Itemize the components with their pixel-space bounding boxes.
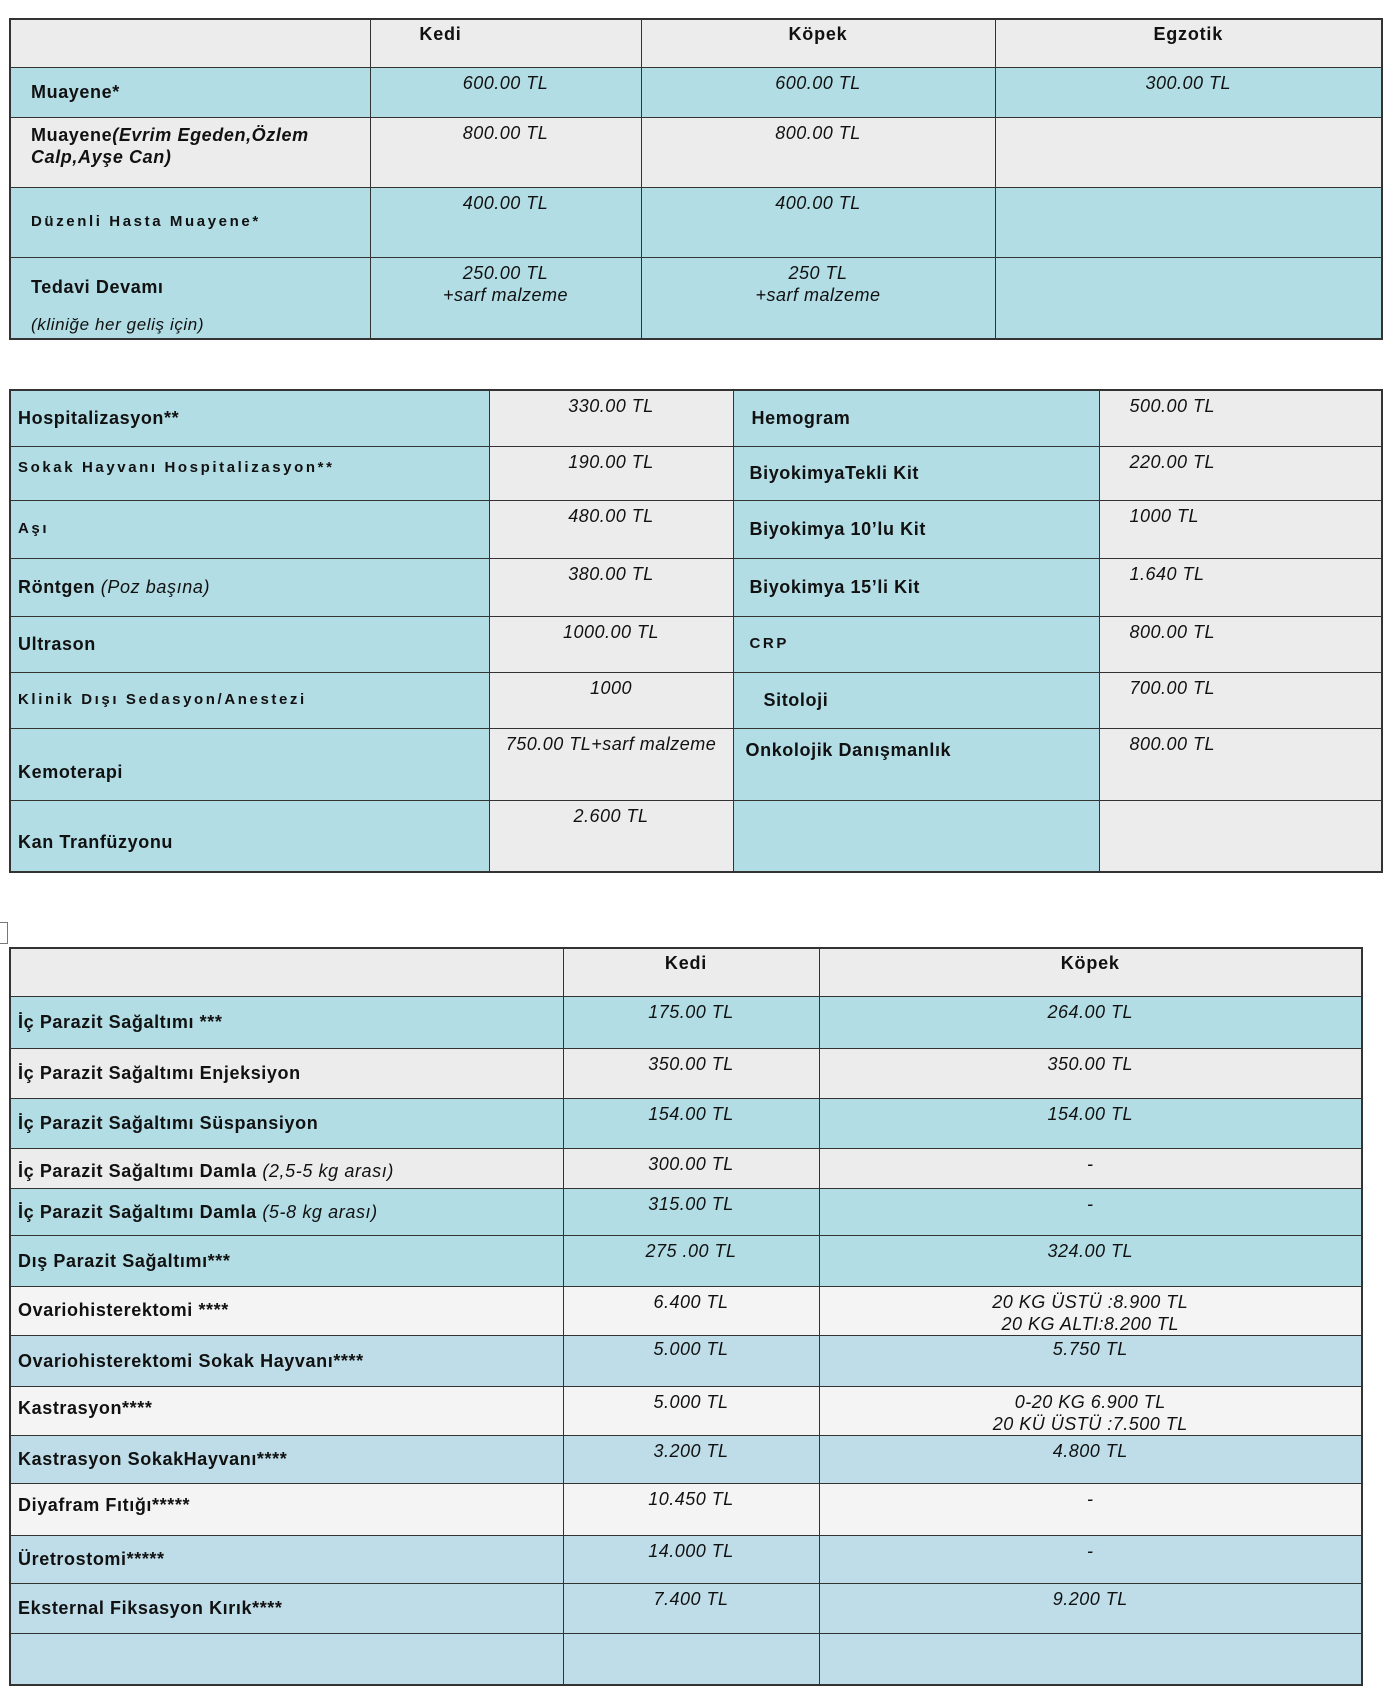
service-label: Klinik Dışı Sedasyon/Anestezi (10, 672, 489, 728)
price-egzotik (995, 257, 1382, 339)
service-price: 380.00 TL (489, 558, 733, 616)
price-kopek: - (819, 1188, 1362, 1235)
table-row (10, 1048, 1362, 1098)
table-header-row (10, 19, 1382, 67)
price-kopek: 154.00 TL (819, 1098, 1362, 1148)
price-kopek: 5.750 TL (819, 1335, 1362, 1386)
table-row (10, 1483, 1362, 1535)
price-kedi: 5.000 TL (563, 1386, 819, 1435)
table-row (10, 1335, 1362, 1386)
treatment-label: Üretrostomi***** (10, 1535, 563, 1583)
service-price: 800.00 TL (1099, 728, 1382, 800)
header-egzotik: Egzotik (995, 19, 1382, 67)
price-kopek: 264.00 TL (819, 996, 1362, 1048)
price-kedi: 400.00 TL (370, 187, 641, 257)
treatment-label: İç Parazit Sağaltımı Damla (2,5-5 kg arası) (10, 1148, 563, 1188)
service-label: Hospitalizasyon** (10, 390, 489, 446)
treatment-price-table (9, 947, 1363, 1686)
price-kedi: 315.00 TL (563, 1188, 819, 1235)
header-kedi: Kedi (563, 948, 819, 996)
price-egzotik: 300.00 TL (995, 67, 1382, 117)
table-row (10, 1098, 1362, 1148)
treatment-label: İç Parazit Sağaltımı *** (10, 996, 563, 1048)
header-kopek: Köpek (819, 948, 1362, 996)
price-kopek: 324.00 TL (819, 1235, 1362, 1286)
table-row (10, 558, 1382, 616)
service-label: Sokak Hayvanı Hospitalizasyon** (10, 446, 489, 500)
table-row (10, 728, 1382, 800)
table-row (10, 1386, 1362, 1435)
table-row (10, 257, 1382, 339)
treatment-label: Ovariohisterektomi **** (10, 1286, 563, 1335)
service-price: 330.00 TL (489, 390, 733, 446)
table-row (10, 1235, 1362, 1286)
examination-price-table (9, 18, 1383, 340)
price-kedi: 154.00 TL (563, 1098, 819, 1148)
treatment-label: İç Parazit Sağaltımı Süspansiyon (10, 1098, 563, 1148)
service-label: Ultrason (10, 616, 489, 672)
price-kopek (819, 1633, 1362, 1685)
service-label: Aşı (10, 500, 489, 558)
row-note: (kliniğe her geliş için) (31, 314, 205, 334)
table-row (10, 1286, 1362, 1335)
table-move-handle[interactable] (0, 922, 8, 944)
row-label: Muayene(Evrim Egeden,Özlem Calp,Ayşe Can) (10, 117, 370, 187)
service-label: Kan Tranfüzyonu (10, 800, 489, 872)
service-price: 220.00 TL (1099, 446, 1382, 500)
service-price: 750.00 TL+sarf malzeme (489, 728, 733, 800)
price-kedi: 250.00 TL +sarf malzeme (370, 257, 641, 339)
price-kedi: 7.400 TL (563, 1583, 819, 1633)
price-kopek: 20 KG ÜSTÜ :8.900 TL 20 KG ALTI:8.200 TL (819, 1286, 1362, 1335)
table-row (10, 1535, 1362, 1583)
service-label: Sitoloji (733, 672, 1099, 728)
table-row (10, 1583, 1362, 1633)
treatment-label: İç Parazit Sağaltımı Damla (5-8 kg arası) (10, 1188, 563, 1235)
table-row (10, 500, 1382, 558)
service-label: Hemogram (733, 390, 1099, 446)
service-price (1099, 800, 1382, 872)
service-price: 1000 TL (1099, 500, 1382, 558)
price-kopek: - (819, 1535, 1362, 1583)
table-row (10, 672, 1382, 728)
treatment-label: Kastrasyon**** (10, 1386, 563, 1435)
table-row (10, 67, 1382, 117)
header-cell-empty (10, 948, 563, 996)
price-kedi: 14.000 TL (563, 1535, 819, 1583)
row-label: Tedavi Devamı (kliniğe her geliş için) (10, 257, 370, 339)
price-kopek: 600.00 TL (641, 67, 995, 117)
price-kopek: 4.800 TL (819, 1435, 1362, 1483)
price-kedi: 3.200 TL (563, 1435, 819, 1483)
price-kopek: 250 TL +sarf malzeme (641, 257, 995, 339)
service-price: 480.00 TL (489, 500, 733, 558)
treatment-label: Eksternal Fiksasyon Kırık**** (10, 1583, 563, 1633)
service-price: 500.00 TL (1099, 390, 1382, 446)
service-price: 1.640 TL (1099, 558, 1382, 616)
table-row (10, 1148, 1362, 1188)
service-label: BiyokimyaTekli Kit (733, 446, 1099, 500)
price-kedi: 350.00 TL (563, 1048, 819, 1098)
table-row (10, 187, 1382, 257)
treatment-label (10, 1633, 563, 1685)
service-price: 700.00 TL (1099, 672, 1382, 728)
price-kopek: 9.200 TL (819, 1583, 1362, 1633)
service-label: Biyokimya 15’li Kit (733, 558, 1099, 616)
price-kedi: 5.000 TL (563, 1335, 819, 1386)
service-label: Biyokimya 10’lu Kit (733, 500, 1099, 558)
service-label: CRP (733, 616, 1099, 672)
service-price: 1000 (489, 672, 733, 728)
table-row (10, 390, 1382, 446)
price-kedi: 300.00 TL (563, 1148, 819, 1188)
table-row (10, 616, 1382, 672)
table-header-row (10, 948, 1362, 996)
price-kedi: 800.00 TL (370, 117, 641, 187)
price-kedi: 600.00 TL (370, 67, 641, 117)
price-kedi: 6.400 TL (563, 1286, 819, 1335)
row-label: Muayene* (10, 67, 370, 117)
price-kedi: 175.00 TL (563, 996, 819, 1048)
price-kopek: 800.00 TL (641, 117, 995, 187)
service-price: 190.00 TL (489, 446, 733, 500)
price-egzotik (995, 117, 1382, 187)
service-label: Onkolojik Danışmanlık (733, 728, 1099, 800)
row-label: Düzenli Hasta Muayene* (10, 187, 370, 257)
table-row (10, 446, 1382, 500)
treatment-label: Kastrasyon SokakHayvanı**** (10, 1435, 563, 1483)
treatment-label: Ovariohisterektomi Sokak Hayvanı**** (10, 1335, 563, 1386)
price-kopek: - (819, 1148, 1362, 1188)
header-cell-empty (10, 19, 370, 67)
treatment-label: Diyafram Fıtığı***** (10, 1483, 563, 1535)
treatment-label: Dış Parazit Sağaltımı*** (10, 1235, 563, 1286)
table-row (10, 1188, 1362, 1235)
service-label: Röntgen (Poz başına) (10, 558, 489, 616)
services-price-table (9, 389, 1383, 873)
price-kopek: 350.00 TL (819, 1048, 1362, 1098)
price-kedi: 10.450 TL (563, 1483, 819, 1535)
header-kopek: Köpek (641, 19, 995, 67)
service-price: 1000.00 TL (489, 616, 733, 672)
price-kopek: 400.00 TL (641, 187, 995, 257)
price-kopek: - (819, 1483, 1362, 1535)
price-kopek: 0-20 KG 6.900 TL 20 KÜ ÜSTÜ :7.500 TL (819, 1386, 1362, 1435)
service-label: Kemoterapi (10, 728, 489, 800)
treatment-label: İç Parazit Sağaltımı Enjeksiyon (10, 1048, 563, 1098)
table-row (10, 1633, 1362, 1685)
price-kedi: 275 .00 TL (563, 1235, 819, 1286)
service-label (733, 800, 1099, 872)
table-row (10, 996, 1362, 1048)
service-price: 800.00 TL (1099, 616, 1382, 672)
table-row (10, 800, 1382, 872)
table-row (10, 117, 1382, 187)
header-kedi: Kedi (370, 19, 641, 67)
price-kedi (563, 1633, 819, 1685)
service-price: 2.600 TL (489, 800, 733, 872)
price-egzotik (995, 187, 1382, 257)
table-row (10, 1435, 1362, 1483)
